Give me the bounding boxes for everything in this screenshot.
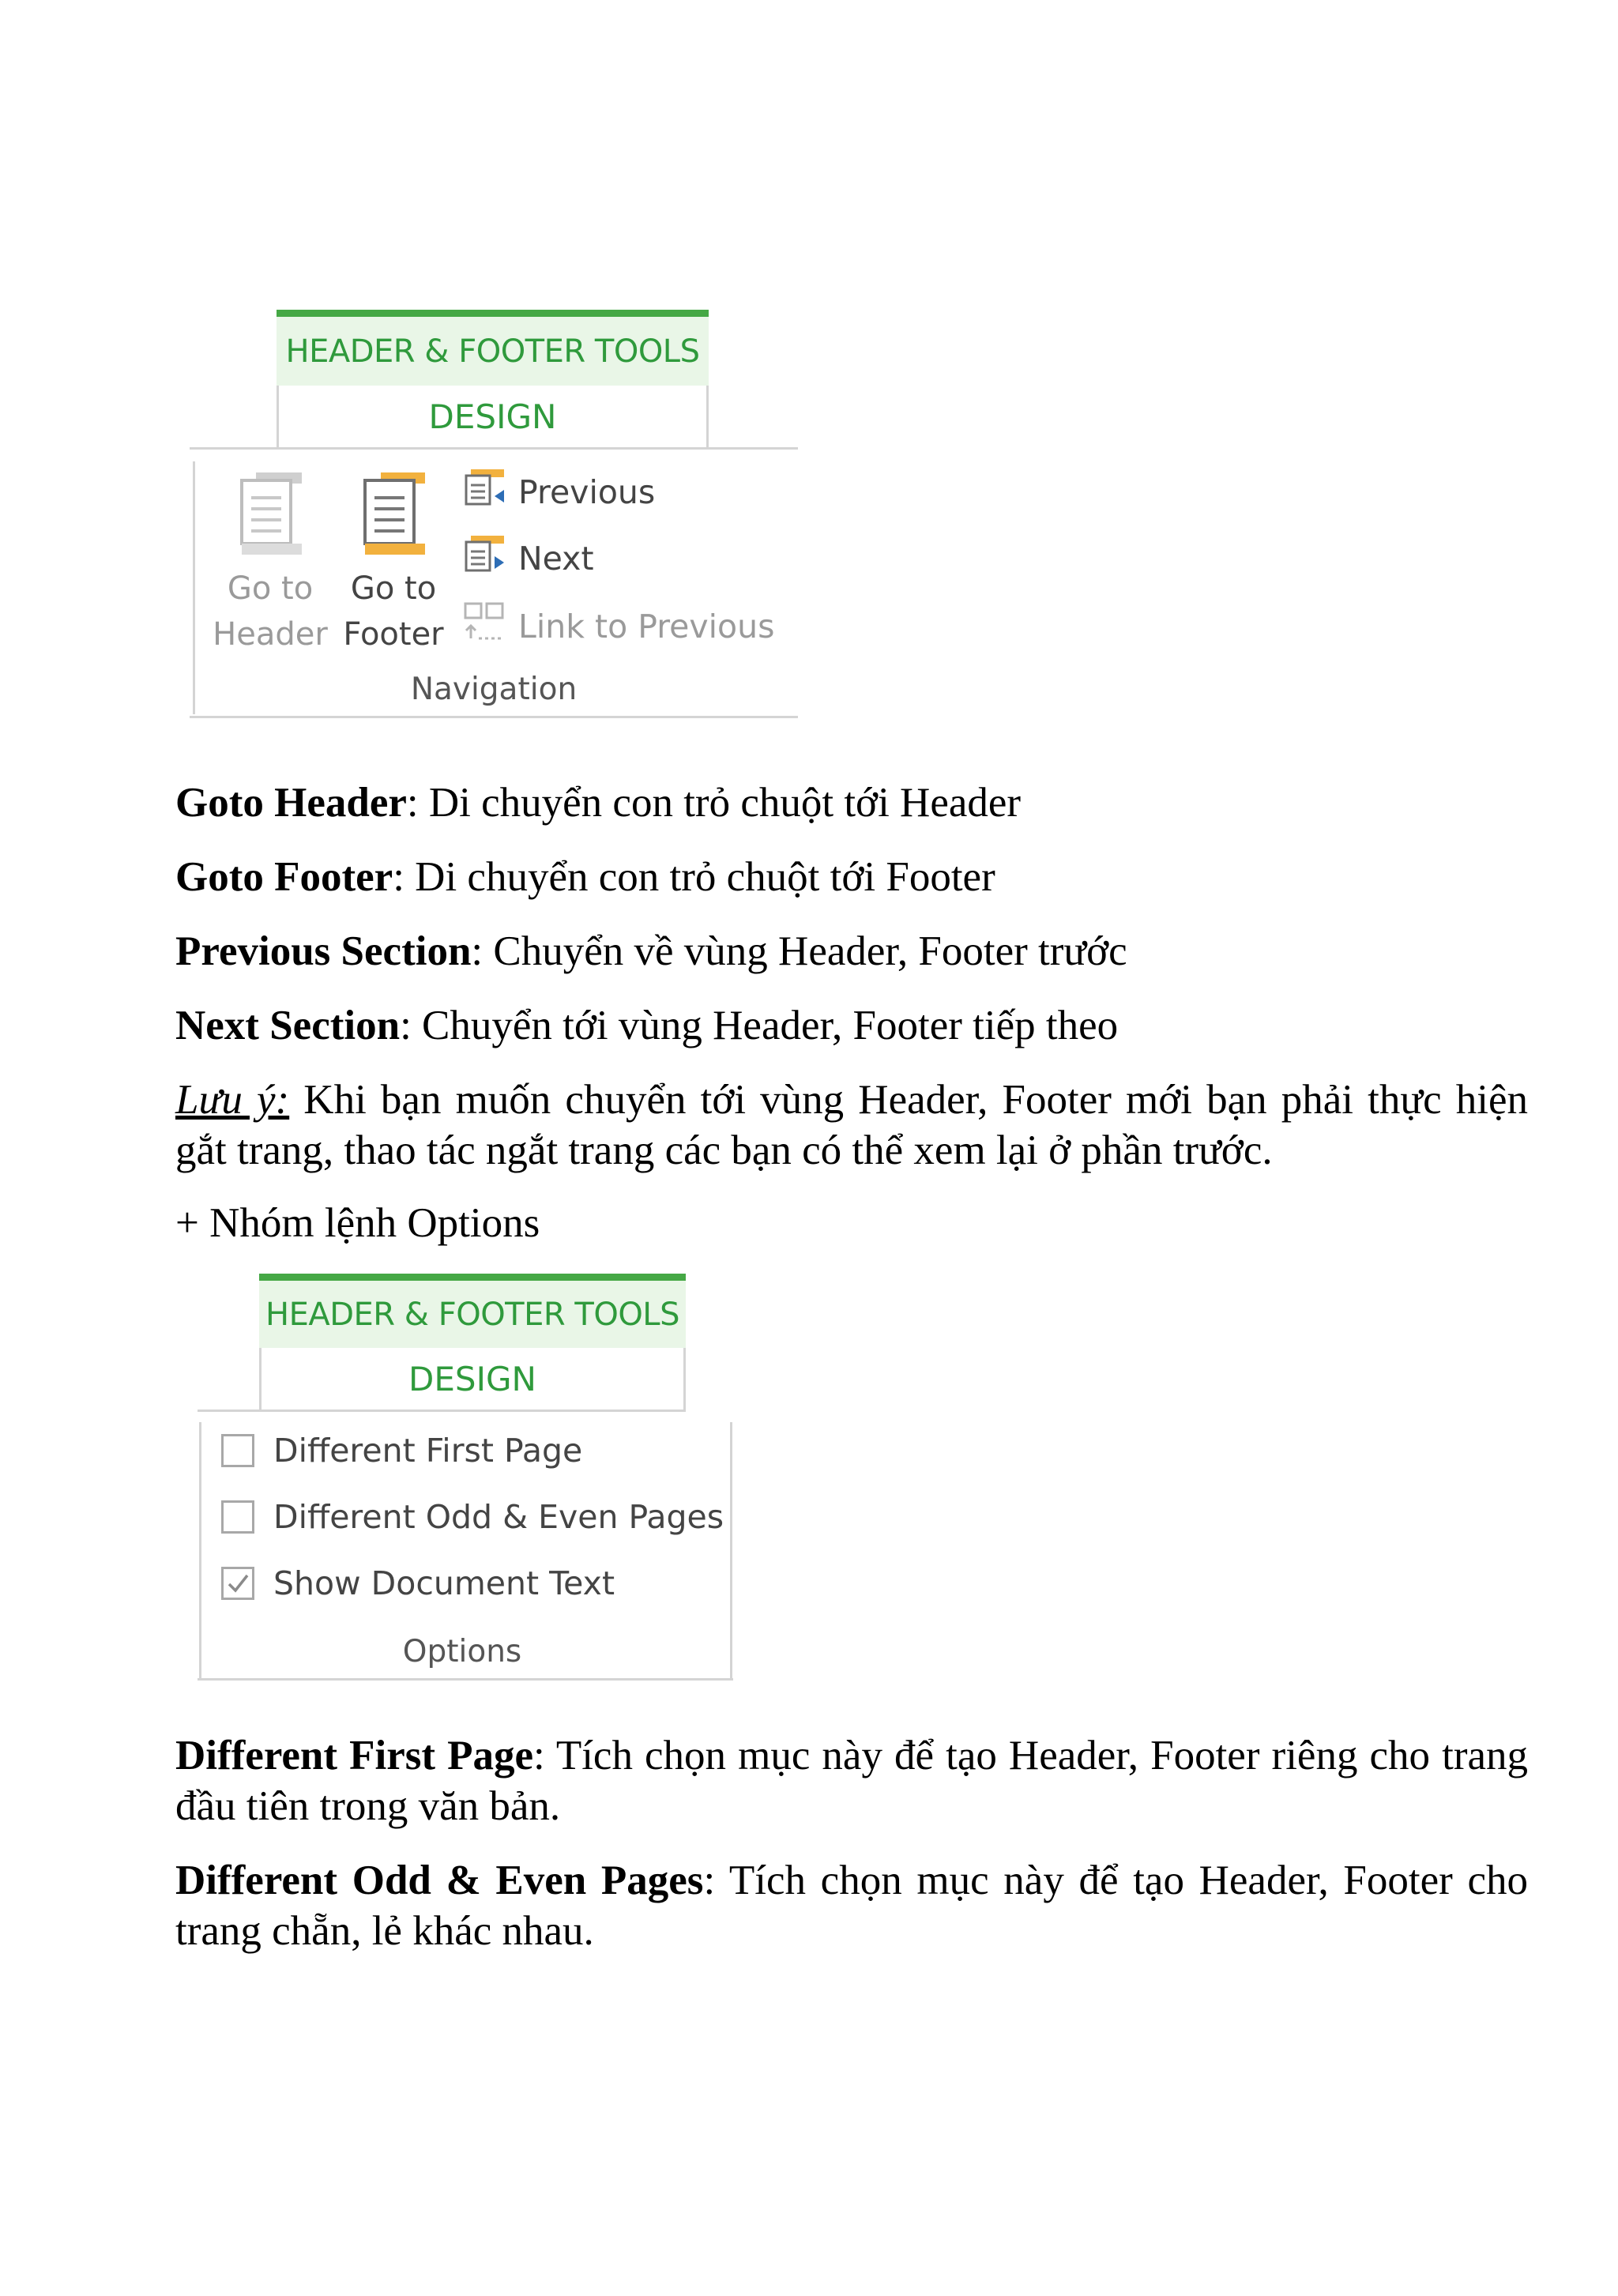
ribbon-left-divider: [199, 1422, 201, 1680]
ribbon-top-divider: [190, 447, 798, 450]
options-group-heading: + Nhóm lệnh Options: [175, 1200, 540, 1246]
note-body: Khi bạn muốn chuyển tới vùng Header, Footer mới bạn phải thực hiện gắt trang, thao tác ngắt trang các bạn có thể xem lại ở phần trước.: [175, 1077, 1529, 1173]
go-to-footer-icon: [330, 471, 457, 566]
checkbox-box[interactable]: [221, 1567, 254, 1600]
checkbox-box[interactable]: [221, 1434, 254, 1467]
checkbox-label: Different Odd & Even Pages: [273, 1498, 724, 1536]
goto-footer-term: Goto Footer: [175, 854, 393, 900]
link-to-previous-button[interactable]: [463, 600, 774, 653]
go-to-header-label-1: Go to: [227, 570, 314, 607]
goto-footer-paragraph: [175, 852, 1528, 902]
note-paragraph: [175, 1075, 1528, 1176]
show-document-text-checkbox[interactable]: [221, 1564, 615, 1602]
previous-section-desc: : Chuyển về vùng Header, Footer trước: [471, 928, 1127, 974]
checkbox-box[interactable]: [221, 1500, 254, 1534]
checkmark-icon: [225, 1571, 250, 1596]
ribbon-right-divider: [730, 1422, 732, 1680]
previous-button[interactable]: [463, 468, 655, 517]
goto-footer-desc: : Di chuyển con trỏ chuột tới Footer: [393, 854, 995, 900]
checkbox-label: Show Document Text: [273, 1564, 615, 1602]
link-to-previous-label: Link to Previous: [518, 608, 775, 646]
next-button[interactable]: [463, 534, 594, 583]
previous-section-paragraph: [175, 926, 1528, 977]
ribbon-bottom-divider: [190, 716, 798, 718]
different-first-page-term: Different First Page: [175, 1733, 533, 1778]
different-odd-even-desc: : Tích chọn mục này để tạo Header, Footer cho trang chẵn, lẻ khác nhau.: [175, 1858, 1528, 1954]
ribbon-top-divider: [198, 1410, 686, 1412]
go-to-header-label-2: Header: [213, 616, 328, 653]
ribbon-bottom-divider: [198, 1678, 733, 1681]
tab-design[interactable]: DESIGN: [277, 386, 709, 447]
goto-header-desc: : Di chuyển con trỏ chuột tới Header: [406, 780, 1022, 826]
goto-header-term: Goto Header: [175, 780, 407, 826]
previous-label: Previous: [518, 473, 656, 511]
navigation-group-label: Navigation: [410, 672, 578, 707]
go-to-footer-label-2: Footer: [343, 616, 444, 653]
goto-header-paragraph: [175, 777, 1528, 828]
different-first-page-desc: : Tích chọn mục này để tạo Header, Footer riêng cho trang đầu tiên trong văn bản.: [175, 1733, 1529, 1829]
next-section-desc: : Chuyển tới vùng Header, Footer tiếp theo: [400, 1003, 1119, 1048]
ribbon-left-divider: [193, 461, 195, 714]
checkbox-label: Different First Page: [273, 1432, 583, 1470]
different-odd-even-checkbox[interactable]: [221, 1498, 724, 1536]
go-to-footer-button[interactable]: [330, 471, 457, 657]
link-to-previous-icon: [463, 600, 507, 653]
different-first-page-paragraph: [175, 1730, 1528, 1831]
next-section-term: Next Section: [175, 1003, 401, 1048]
next-label: Next: [518, 540, 594, 578]
context-tab-title: HEADER & FOOTER TOOLS: [277, 310, 709, 386]
note-label: Lưu ý:: [175, 1077, 290, 1123]
go-to-header-button[interactable]: [207, 471, 333, 657]
previous-section-term: Previous Section: [175, 928, 472, 974]
different-odd-even-paragraph: [175, 1855, 1528, 1956]
go-to-footer-label-1: Go to: [350, 570, 437, 607]
different-first-page-checkbox[interactable]: [221, 1432, 582, 1470]
tab-design[interactable]: DESIGN: [259, 1348, 686, 1410]
previous-section-icon: [463, 468, 507, 517]
go-to-header-icon: [207, 471, 333, 566]
next-section-paragraph: [175, 1000, 1528, 1051]
context-tab-title: HEADER & FOOTER TOOLS: [259, 1274, 686, 1348]
different-odd-even-term: Different Odd & Even Pages: [175, 1858, 704, 1903]
next-section-icon: [463, 534, 507, 583]
options-group-label: Options: [402, 1634, 522, 1669]
